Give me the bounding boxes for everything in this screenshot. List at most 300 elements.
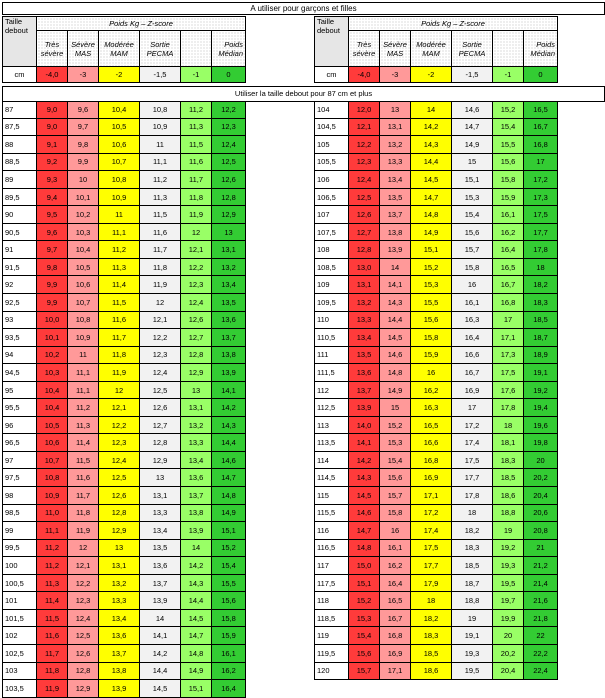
weight-cell: 16,4: [380, 574, 411, 592]
height-cell: 114,5: [315, 469, 349, 487]
weight-cell: 14,8: [212, 487, 246, 505]
weight-cell: 13,1: [99, 557, 140, 575]
weight-cell: 11,8: [68, 504, 99, 522]
weight-cell: 11,5: [99, 294, 140, 312]
weight-cell: 19,4: [524, 399, 558, 417]
weight-cell: 16,7: [380, 609, 411, 627]
weight-cell: 13,2: [212, 258, 246, 276]
weight-cell: 13,7: [140, 574, 181, 592]
weight-cell: 18,2: [452, 522, 493, 540]
weight-cell: 10,0: [37, 311, 68, 329]
table-row: [315, 557, 558, 575]
weight-cell: 18: [452, 504, 493, 522]
weight-cell: 13,3: [181, 434, 212, 452]
weight-cell: 10: [68, 171, 99, 189]
table-row: [315, 381, 558, 399]
weight-cell: 11,6: [37, 627, 68, 645]
weight-cell: 16,4: [493, 241, 524, 259]
weight-cell: 11,8: [99, 346, 140, 364]
weight-cell: 17,9: [411, 574, 452, 592]
height-cell: 98,5: [3, 504, 37, 522]
weight-cell: 19,5: [452, 662, 493, 680]
weight-cell: 10,2: [68, 206, 99, 224]
weight-cell: 9,0: [37, 118, 68, 136]
weight-cell: 15,6: [411, 311, 452, 329]
table-row: [3, 153, 246, 171]
weight-cell: 13,3: [349, 311, 380, 329]
page-title: A utiliser pour garçons et filles: [2, 2, 605, 15]
weight-cell: 11,9: [140, 276, 181, 294]
height-cell: 115,5: [315, 504, 349, 522]
weight-cell: 14,1: [380, 276, 411, 294]
weight-cell: 10,5: [68, 258, 99, 276]
weight-cell: 15,2: [349, 592, 380, 610]
weight-cell: 19,8: [524, 434, 558, 452]
height-cell: 98: [3, 487, 37, 505]
weight-cell: 19,6: [524, 416, 558, 434]
weight-cell: 19,1: [524, 364, 558, 382]
weight-cell: 12,0: [349, 101, 380, 119]
weight-cell: 13,2: [99, 574, 140, 592]
weight-cell: 11,7: [181, 171, 212, 189]
weight-cell: 11,2: [68, 399, 99, 417]
weight-cell: 13: [99, 539, 140, 557]
weight-cell: 16,9: [380, 644, 411, 662]
weight-cell: 12,3: [212, 118, 246, 136]
height-cell: 105: [315, 136, 349, 154]
table-row: [315, 258, 558, 276]
weight-cell: 12,5: [99, 469, 140, 487]
weight-cell: 14,8: [349, 539, 380, 557]
weight-cell: 14,2: [181, 557, 212, 575]
table-subtitle: Utiliser la taille debout pour 87 cm et plus: [2, 86, 605, 102]
table-row: [315, 276, 558, 294]
weight-cell: 10,8: [99, 171, 140, 189]
unit-cell: cm: [3, 67, 37, 83]
table-row: [3, 522, 246, 540]
table-row: [3, 662, 246, 680]
weight-cell: 16,7: [524, 118, 558, 136]
weight-cell: 18,6: [411, 662, 452, 680]
column-labels-row: [3, 31, 246, 67]
weight-cell: 14,6: [349, 504, 380, 522]
weight-cell: 19,3: [493, 557, 524, 575]
height-cell: 100: [3, 557, 37, 575]
weight-cell: 14,1: [140, 627, 181, 645]
weight-cell: 15,4: [452, 206, 493, 224]
weight-cell: 14,6: [212, 451, 246, 469]
table-row: [3, 311, 246, 329]
weight-cell: 14,3: [380, 294, 411, 312]
weight-cell: 13,9: [140, 592, 181, 610]
height-cell: 106,5: [315, 188, 349, 206]
weight-cell: 17: [524, 153, 558, 171]
weight-cell: 12,9: [212, 206, 246, 224]
weight-cell: 13,8: [181, 504, 212, 522]
weight-cell: 16,4: [212, 680, 246, 698]
height-cell: 119,5: [315, 644, 349, 662]
height-cell: 92: [3, 276, 37, 294]
weight-cell: 12,6: [181, 311, 212, 329]
weight-cell: 14,7: [411, 188, 452, 206]
weight-cell: 17,7: [524, 223, 558, 241]
height-cell: 97,5: [3, 469, 37, 487]
weight-cell: 9,5: [37, 206, 68, 224]
weight-cell: 14,5: [140, 680, 181, 698]
weight-cell: 18,2: [411, 609, 452, 627]
table-row: [315, 329, 558, 347]
column-label: Sévère MAS: [68, 31, 99, 67]
height-cell: 113: [315, 416, 349, 434]
weight-cell: 16,2: [411, 381, 452, 399]
weight-cell: 11,7: [37, 644, 68, 662]
weight-cell: 13,3: [99, 592, 140, 610]
height-cell: 87: [3, 101, 37, 119]
weight-cell: 12: [140, 294, 181, 312]
weight-cell: 16,5: [380, 592, 411, 610]
zscore-cell: 0: [524, 67, 558, 83]
height-header: Taille debout: [3, 17, 37, 67]
height-cell: 116: [315, 522, 349, 540]
weight-cell: 17,2: [411, 504, 452, 522]
height-cell: 94,5: [3, 364, 37, 382]
weight-cell: 12,3: [140, 346, 181, 364]
weight-cell: 14,9: [411, 223, 452, 241]
weight-cell: 15,2: [380, 416, 411, 434]
weight-cell: 15,6: [212, 592, 246, 610]
height-cell: 110: [315, 311, 349, 329]
weight-cell: 19,5: [493, 574, 524, 592]
table-row: [3, 294, 246, 312]
weight-cell: 14,0: [349, 416, 380, 434]
table-row: [3, 223, 246, 241]
weight-cell: 10,7: [68, 294, 99, 312]
table-row: [3, 276, 246, 294]
weight-cell: 15,6: [493, 153, 524, 171]
weight-cell: 11,8: [181, 188, 212, 206]
column-label: Sévère MAS: [380, 31, 411, 67]
weight-cell: 11: [99, 206, 140, 224]
weight-cell: 18,3: [493, 451, 524, 469]
height-cell: 95: [3, 381, 37, 399]
weight-cell: 16,9: [411, 469, 452, 487]
weight-cell: 11,4: [37, 592, 68, 610]
weight-cell: 18,2: [524, 276, 558, 294]
weight-cell: 13,6: [140, 557, 181, 575]
weight-cell: 12,4: [99, 451, 140, 469]
weight-cell: 10,3: [68, 223, 99, 241]
height-cell: 103,5: [3, 680, 37, 698]
weight-cell: 13,0: [349, 258, 380, 276]
weight-cell: 9,9: [37, 276, 68, 294]
weight-cell: 10,5: [37, 416, 68, 434]
weight-cell: 16,1: [493, 206, 524, 224]
weight-cell: 12,6: [349, 206, 380, 224]
weight-cell: 15,1: [452, 171, 493, 189]
weight-cell: 11,3: [68, 416, 99, 434]
table-row: [3, 451, 246, 469]
weight-cell: 14,1: [212, 381, 246, 399]
weight-cell: 16,6: [452, 346, 493, 364]
weight-cell: 12,8: [99, 504, 140, 522]
height-cell: 91,5: [3, 258, 37, 276]
table-row: [315, 153, 558, 171]
height-cell: 120: [315, 662, 349, 680]
weight-cell: 17,1: [493, 329, 524, 347]
weight-cell: 14,9: [181, 662, 212, 680]
weight-group-header: Poids Kg – Z-score: [349, 17, 558, 31]
height-cell: 88,5: [3, 153, 37, 171]
weight-cell: 15,4: [493, 118, 524, 136]
weight-cell: 12,5: [212, 153, 246, 171]
table-row: [3, 644, 246, 662]
weight-cell: 18,3: [452, 539, 493, 557]
table-row: [315, 171, 558, 189]
zscore-cell: -4,0: [349, 67, 380, 83]
weight-cell: 16,5: [524, 101, 558, 119]
weight-cell: 12,3: [68, 592, 99, 610]
weight-cell: 18,5: [411, 644, 452, 662]
weight-cell: 14,3: [411, 136, 452, 154]
column-label: Sortie PECMA: [140, 31, 181, 67]
weight-cell: 11,3: [140, 188, 181, 206]
weight-cell: 11,4: [68, 434, 99, 452]
weight-cell: 17,3: [524, 188, 558, 206]
weight-cell: 13,5: [140, 539, 181, 557]
weight-cell: 13: [380, 101, 411, 119]
weight-cell: 15,0: [349, 557, 380, 575]
weight-cell: 11,7: [68, 487, 99, 505]
weight-cell: 15,1: [212, 522, 246, 540]
weight-cell: 16,8: [380, 627, 411, 645]
weight-cell: 15,6: [349, 644, 380, 662]
weight-cell: 10,9: [140, 118, 181, 136]
weight-cell: 13,5: [349, 346, 380, 364]
table-row: [3, 364, 246, 382]
weight-cell: 19,3: [452, 644, 493, 662]
height-cell: 109,5: [315, 294, 349, 312]
table-row: [315, 592, 558, 610]
height-cell: 94: [3, 346, 37, 364]
table-row: [3, 434, 246, 452]
header-row: [315, 17, 558, 31]
weight-cell: 16,2: [380, 557, 411, 575]
weight-cell: 14,7: [452, 118, 493, 136]
table-row: [315, 101, 558, 119]
weight-cell: 12,2: [181, 258, 212, 276]
weight-cell: 11,2: [37, 539, 68, 557]
weight-cell: 16,7: [493, 276, 524, 294]
weight-cell: 13,4: [181, 451, 212, 469]
weight-cell: 13,7: [212, 329, 246, 347]
table-row: [315, 188, 558, 206]
height-cell: 112: [315, 381, 349, 399]
weight-cell: 15,8: [493, 171, 524, 189]
unit-cell: cm: [315, 67, 349, 83]
weight-cell: 13,1: [380, 118, 411, 136]
weight-cell: 12,4: [212, 136, 246, 154]
table-row: [3, 381, 246, 399]
weight-cell: 14,2: [212, 399, 246, 417]
weight-cell: 12,3: [99, 434, 140, 452]
weight-cell: 15,8: [452, 258, 493, 276]
weight-cell: 11,7: [99, 329, 140, 347]
weight-cell: 16,9: [452, 381, 493, 399]
weight-cell: 12,8: [68, 662, 99, 680]
weight-cell: 11,2: [37, 557, 68, 575]
weight-cell: 9,9: [37, 294, 68, 312]
table-row: [3, 557, 246, 575]
weight-cell: 11,3: [181, 118, 212, 136]
weight-cell: 16,2: [493, 223, 524, 241]
table-row: [3, 171, 246, 189]
weight-cell: 15,8: [212, 609, 246, 627]
weight-cell: 13,7: [380, 206, 411, 224]
weight-cell: 13: [212, 223, 246, 241]
weight-cell: 12,2: [68, 574, 99, 592]
weight-cell: 15,3: [452, 188, 493, 206]
table-row: [3, 504, 246, 522]
weight-cell: 10,4: [99, 101, 140, 119]
zscore-cell: -2: [411, 67, 452, 83]
weight-cell: 13,3: [380, 153, 411, 171]
weight-cell: 11,6: [181, 153, 212, 171]
height-cell: 93,5: [3, 329, 37, 347]
weight-cell: 14,4: [411, 153, 452, 171]
weight-table-right: [314, 16, 558, 680]
height-cell: 101: [3, 592, 37, 610]
weight-cell: 11,5: [140, 206, 181, 224]
weight-cell: 15,3: [411, 276, 452, 294]
height-cell: 108,5: [315, 258, 349, 276]
weight-cell: 11,7: [140, 241, 181, 259]
height-cell: 111,5: [315, 364, 349, 382]
table-row: [3, 101, 246, 119]
table-row: [315, 416, 558, 434]
weight-cell: 15,3: [349, 609, 380, 627]
weight-cell: 15,5: [493, 136, 524, 154]
zscore-cell: -1,5: [452, 67, 493, 83]
weight-cell: 15,1: [181, 680, 212, 698]
weight-cell: 14,3: [349, 469, 380, 487]
height-cell: 95,5: [3, 399, 37, 417]
weight-cell: 12,4: [68, 609, 99, 627]
weight-cell: 17,2: [452, 416, 493, 434]
height-cell: 104: [315, 101, 349, 119]
height-cell: 112,5: [315, 399, 349, 417]
weight-cell: 10,1: [68, 188, 99, 206]
table-row: [315, 294, 558, 312]
weight-cell: 9,1: [37, 136, 68, 154]
weight-cell: 12,8: [140, 434, 181, 452]
table-row: [315, 539, 558, 557]
weight-cell: 10,9: [68, 329, 99, 347]
weight-cell: 15,2: [411, 258, 452, 276]
table-row: [3, 574, 246, 592]
weight-cell: 11: [68, 346, 99, 364]
table-row: [3, 136, 246, 154]
column-label: [493, 31, 524, 67]
weight-cell: 20,6: [524, 504, 558, 522]
weight-cell: 22,4: [524, 662, 558, 680]
weight-cell: 14: [411, 101, 452, 119]
weight-cell: 13,9: [181, 522, 212, 540]
weight-cell: 16,4: [452, 329, 493, 347]
height-cell: 101,5: [3, 609, 37, 627]
weight-group-header: Poids Kg – Z-score: [37, 17, 246, 31]
weight-cell: 18,3: [411, 627, 452, 645]
weight-cell: 16,8: [411, 451, 452, 469]
weight-cell: 13,4: [380, 171, 411, 189]
weight-cell: 12,9: [181, 364, 212, 382]
weight-cell: 14,5: [349, 487, 380, 505]
weight-cell: 18: [411, 592, 452, 610]
weight-cell: 13: [140, 469, 181, 487]
height-cell: 92,5: [3, 294, 37, 312]
weight-cell: 19: [452, 609, 493, 627]
weight-cell: 21: [524, 539, 558, 557]
weight-cell: 9,6: [37, 223, 68, 241]
column-label: Très sévère: [349, 31, 380, 67]
weight-cell: 19,7: [493, 592, 524, 610]
weight-cell: 14,7: [181, 627, 212, 645]
weight-cell: 13,5: [380, 188, 411, 206]
zscore-cell: -3: [380, 67, 411, 83]
weight-cell: 11,3: [37, 574, 68, 592]
table-row: [315, 469, 558, 487]
table-row: [315, 627, 558, 645]
weight-cell: 10,8: [68, 311, 99, 329]
height-cell: 113,5: [315, 434, 349, 452]
weight-cell: 11,5: [68, 451, 99, 469]
weight-cell: 18,5: [452, 557, 493, 575]
height-cell: 106: [315, 171, 349, 189]
height-cell: 118,5: [315, 609, 349, 627]
weight-cell: 11,1: [68, 364, 99, 382]
weight-cell: 18,9: [524, 346, 558, 364]
weight-cell: 17,7: [411, 557, 452, 575]
weight-cell: 17,5: [524, 206, 558, 224]
weight-cell: 20,4: [493, 662, 524, 680]
weight-cell: 14,5: [411, 171, 452, 189]
zscore-cell: 0: [212, 67, 246, 83]
weight-cell: 20,2: [524, 469, 558, 487]
weight-cell: 10,6: [37, 434, 68, 452]
weight-cell: 12,6: [99, 487, 140, 505]
weight-cell: 18,5: [493, 469, 524, 487]
weight-cell: 9,8: [68, 136, 99, 154]
weight-cell: 11,9: [99, 364, 140, 382]
weight-cell: 13,4: [212, 276, 246, 294]
weight-cell: 11,4: [99, 276, 140, 294]
weight-cell: 12,9: [140, 451, 181, 469]
weight-cell: 12,4: [140, 364, 181, 382]
table-row: [3, 680, 246, 698]
weight-cell: 17,5: [411, 539, 452, 557]
weight-cell: 14,2: [349, 451, 380, 469]
height-cell: 99: [3, 522, 37, 540]
table-row: [3, 539, 246, 557]
height-cell: 108: [315, 241, 349, 259]
table-row: [315, 241, 558, 259]
weight-cell: 16: [411, 364, 452, 382]
weight-cell: 16,6: [411, 434, 452, 452]
table-row: [3, 118, 246, 136]
height-cell: 117: [315, 557, 349, 575]
weight-cell: 17,3: [493, 346, 524, 364]
weight-cell: 17: [452, 399, 493, 417]
weight-cell: 15,4: [212, 557, 246, 575]
